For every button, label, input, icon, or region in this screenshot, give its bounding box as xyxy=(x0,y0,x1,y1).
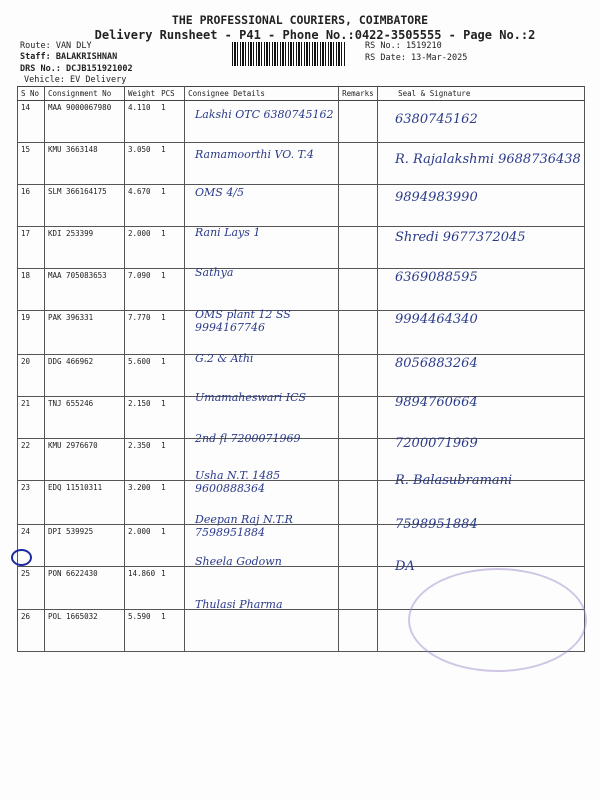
consignment-no: DDG 466962 xyxy=(45,355,125,397)
col-details: Consignee Details xyxy=(185,87,339,101)
handwritten-consignee-details: 2nd fl 7200071969 xyxy=(195,432,301,445)
handwritten-consignee-details: Thulasi Pharma xyxy=(195,598,283,611)
handwritten-consignee-details: Sathya xyxy=(195,266,234,279)
pcs: 1 xyxy=(158,567,185,610)
rs-date: RS Date: 13-Mar-2025 xyxy=(365,53,468,63)
col-pcs: PCS xyxy=(158,87,185,101)
remarks-cell xyxy=(339,397,378,439)
handwritten-signature: 6369088595 xyxy=(395,270,478,285)
handwritten-signature: Shredi 9677372045 xyxy=(395,230,526,245)
col-consignment: Consignment No xyxy=(45,87,125,101)
row-sno: 22 xyxy=(18,439,45,481)
weight: 7.090 xyxy=(125,269,159,311)
weight: 3.200 xyxy=(125,481,159,525)
pcs: 1 xyxy=(158,185,185,227)
handwritten-signature: DA xyxy=(395,559,415,574)
handwritten-consignee-details: Ramamoorthi VO. T.4 xyxy=(195,148,314,161)
row-sno: 19 xyxy=(18,311,45,355)
handwritten-consignee-details: Umamaheswari ICS xyxy=(195,391,307,404)
pcs: 1 xyxy=(158,355,185,397)
handwritten-consignee-details: G.2 & Athi xyxy=(195,352,254,365)
remarks-cell xyxy=(339,525,378,567)
row-sno: 21 xyxy=(18,397,45,439)
weight: 14.860 xyxy=(125,567,159,610)
runsheet-subtitle: Delivery Runsheet - P41 - Phone No.:0422-3505555 - Page No.:2 xyxy=(94,28,536,42)
remarks-cell xyxy=(339,269,378,311)
col-signature: Seal & Signature xyxy=(378,87,585,101)
pcs: 1 xyxy=(158,269,185,311)
weight: 5.600 xyxy=(125,355,159,397)
remarks-cell xyxy=(339,439,378,481)
row-sno: 20 xyxy=(18,355,45,397)
consignment-no: PAK 396331 xyxy=(45,311,125,355)
handwritten-signature: 7598951884 xyxy=(395,517,478,532)
handwritten-consignee-details: OMS plant 12 SS 9994167746 xyxy=(195,308,291,334)
circled-row-mark xyxy=(11,549,32,566)
pcs: 1 xyxy=(158,439,185,481)
handwritten-signature: 8056883264 xyxy=(395,356,478,371)
remarks-cell xyxy=(339,355,378,397)
company-title: THE PROFESSIONAL COURIERS, COIMBATORE xyxy=(171,13,429,27)
consignment-no: EDQ 11510311 xyxy=(45,481,125,525)
consignment-no: MAA 705083653 xyxy=(45,269,125,311)
handwritten-signature: R. Balasubramani xyxy=(395,473,513,488)
seal-stamp xyxy=(408,568,587,672)
consignment-no: MAA 9000067980 xyxy=(45,101,125,143)
pcs: 1 xyxy=(158,525,185,567)
row-sno: 14 xyxy=(18,101,45,143)
consignment-no: KMU 3663148 xyxy=(45,143,125,185)
consignment-no: TNJ 655246 xyxy=(45,397,125,439)
weight: 2.350 xyxy=(125,439,159,481)
handwritten-signature: R. Rajalakshmi 9688736438 xyxy=(395,152,581,167)
remarks-cell xyxy=(339,227,378,269)
consignment-no: POL 1665032 xyxy=(45,610,125,652)
route: Route: VAN DLY xyxy=(20,41,92,51)
col-weight: Weight xyxy=(125,87,159,101)
row-sno: 24 xyxy=(18,525,45,567)
remarks-cell xyxy=(339,567,378,610)
row-sno: 26 xyxy=(18,610,45,652)
consignment-no: KMU 2976670 xyxy=(45,439,125,481)
weight: 5.590 xyxy=(125,610,159,652)
handwritten-signature: 7200071969 xyxy=(395,436,478,451)
remarks-cell xyxy=(339,185,378,227)
pcs: 1 xyxy=(158,397,185,439)
weight: 7.770 xyxy=(125,311,159,355)
weight: 2.150 xyxy=(125,397,159,439)
pcs: 1 xyxy=(158,101,185,143)
handwritten-consignee-details: Sheela Godown xyxy=(195,555,282,568)
rs-number: RS No.: 1519210 xyxy=(365,41,442,51)
weight: 4.110 xyxy=(125,101,159,143)
barcode xyxy=(232,42,346,66)
row-sno: 15 xyxy=(18,143,45,185)
handwritten-signature: 9894760664 xyxy=(395,395,478,410)
handwritten-consignee-details: Deepan Raj N.T.R 7598951884 xyxy=(195,513,293,539)
remarks-cell xyxy=(339,143,378,185)
staff: Staff: BALAKRISHNAN xyxy=(20,52,118,62)
pcs: 1 xyxy=(158,481,185,525)
handwritten-consignee-details: Lakshi OTC 6380745162 xyxy=(195,108,334,121)
details-cell xyxy=(185,101,339,143)
row-sno: 25 xyxy=(18,567,45,610)
pcs: 1 xyxy=(158,143,185,185)
weight: 4.670 xyxy=(125,185,159,227)
handwritten-signature: 6380745162 xyxy=(395,112,478,127)
col-remarks: Remarks xyxy=(339,87,378,101)
weight: 3.050 xyxy=(125,143,159,185)
row-sno: 16 xyxy=(18,185,45,227)
remarks-cell xyxy=(339,311,378,355)
remarks-cell xyxy=(339,610,378,652)
handwritten-consignee-details: Rani Lays 1 xyxy=(195,226,261,239)
consignment-no: DPI 539925 xyxy=(45,525,125,567)
pcs: 1 xyxy=(158,227,185,269)
row-sno: 23 xyxy=(18,481,45,525)
consignment-no: SLM 366164175 xyxy=(45,185,125,227)
row-sno: 17 xyxy=(18,227,45,269)
consignment-no: PON 6622430 xyxy=(45,567,125,610)
pcs: 1 xyxy=(158,610,185,652)
vehicle: Vehicle: EV Delivery xyxy=(24,75,127,85)
consignment-no: KDI 253399 xyxy=(45,227,125,269)
table-row xyxy=(18,101,585,143)
pcs: 1 xyxy=(158,311,185,355)
weight: 2.000 xyxy=(125,227,159,269)
handwritten-signature: 9894983990 xyxy=(395,190,478,205)
weight: 2.000 xyxy=(125,525,159,567)
row-sno: 18 xyxy=(18,269,45,311)
drs-number: DRS No.: DCJB151921002 xyxy=(20,64,133,74)
remarks-cell xyxy=(339,481,378,525)
col-sno: S No xyxy=(18,87,45,101)
remarks-cell xyxy=(339,101,378,143)
handwritten-signature: 9994464340 xyxy=(395,312,478,327)
handwritten-consignee-details: Usha N.T. 1485 9600888364 xyxy=(195,469,281,495)
details-cell xyxy=(185,610,339,652)
handwritten-consignee-details: OMS 4/5 xyxy=(195,186,245,199)
